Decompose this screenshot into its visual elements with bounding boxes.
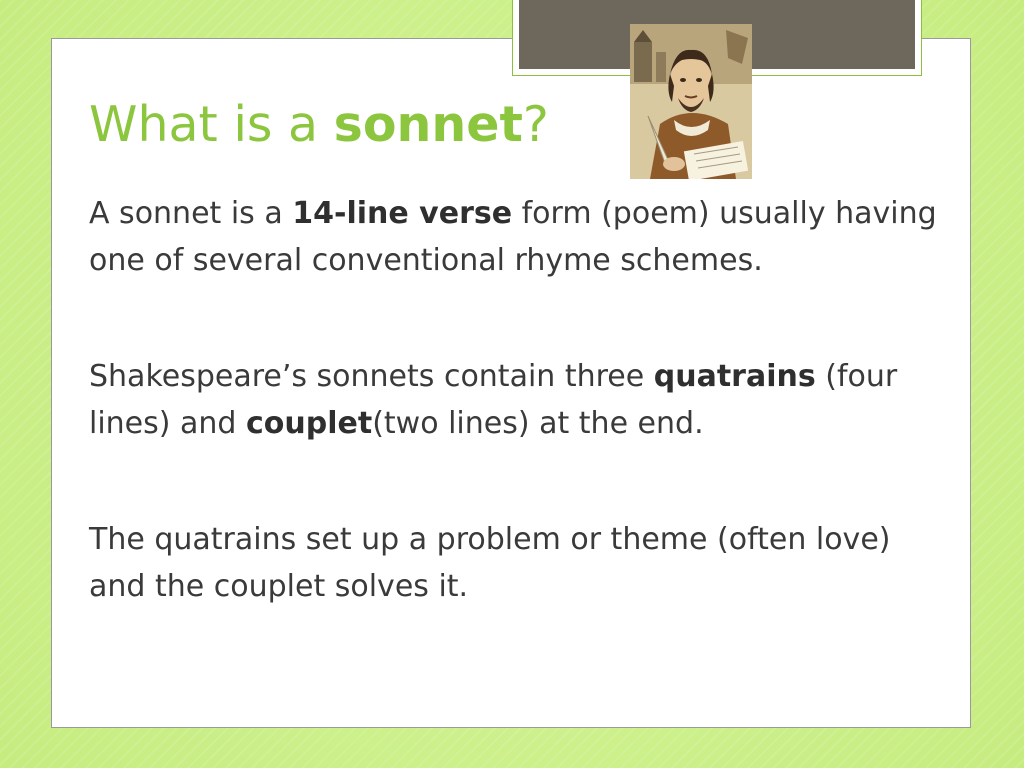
paragraph-2-text-end: (two lines) at the end. [372,406,704,441]
title-suffix: ? [522,96,549,153]
body-paragraph-1 [89,190,949,284]
body-paragraph-2 [89,353,949,447]
shakespeare-portrait [630,24,752,179]
paragraph-2-bold-quatrains: quatrains [653,359,816,394]
paragraph-1-bold: 14-line verse [292,196,513,231]
body-paragraph-3 [89,516,949,610]
title-prefix: What is a [89,96,334,153]
slide-body [89,190,949,610]
paragraph-1-text-continued: form (poem) usually having one of several conventional rhyme schemes. [89,196,937,278]
paragraph-2-text-middle: (four lines) and [89,359,898,441]
paragraph-3-text: The quatrains set up a problem or theme (often love) and the couplet solves it. [89,522,891,604]
title-emphasis: sonnet [333,96,523,153]
paragraph-1-text: A sonnet is a [89,196,293,231]
paragraph-2-bold-couplet: couplet [246,406,373,441]
slide-title [89,96,549,155]
paragraph-2-text: Shakespeare’s sonnets contain three [89,359,654,394]
